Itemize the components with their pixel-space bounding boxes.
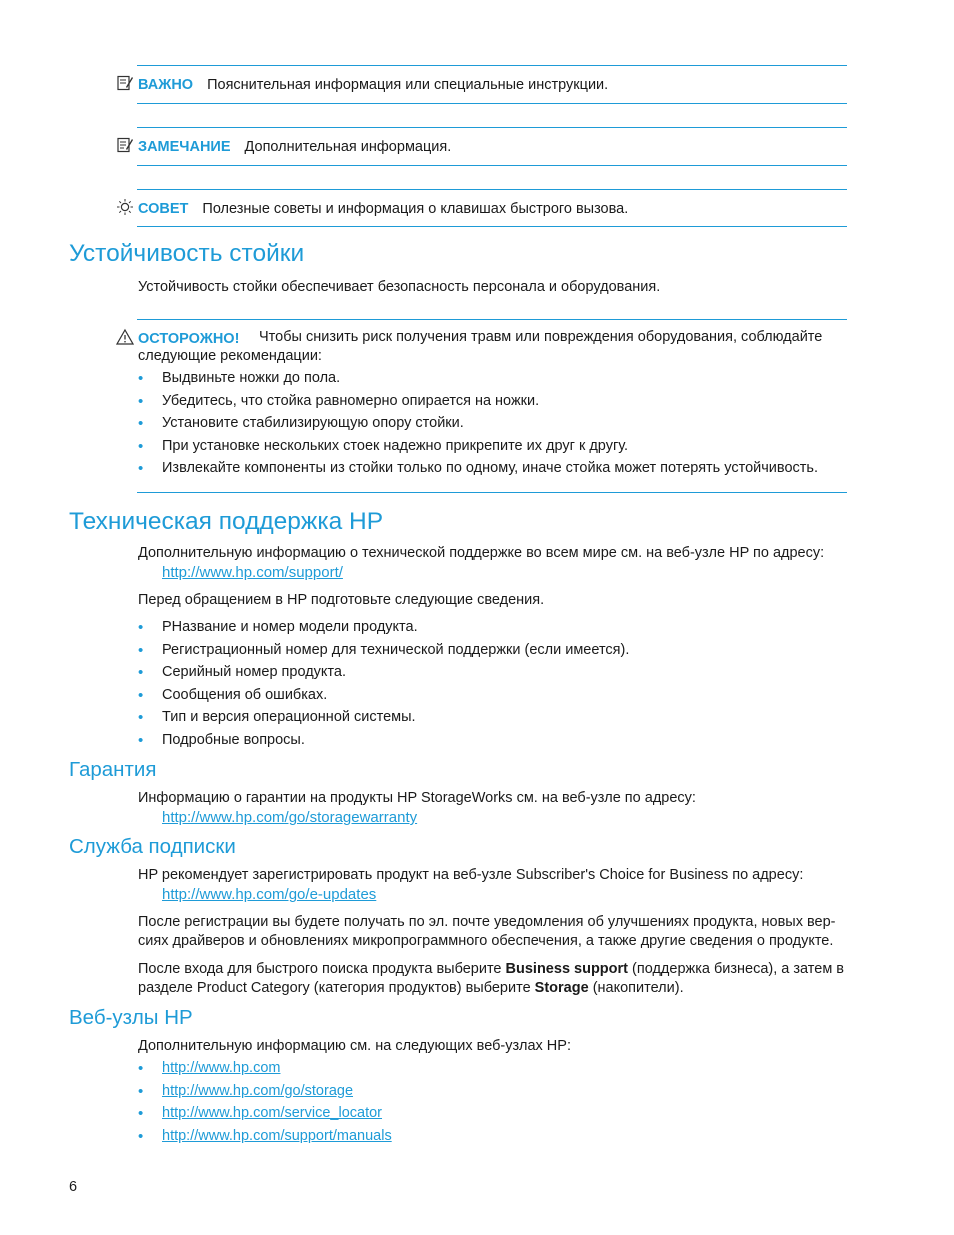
notice-rule — [137, 103, 847, 104]
notice-rule — [137, 65, 847, 66]
important-icon — [116, 74, 134, 92]
list-item: • Сообщения об ошибках. — [138, 686, 850, 709]
website-link[interactable]: http://www.hp.com/go/storage — [162, 1082, 354, 1099]
support-list — [138, 618, 850, 753]
note-text: Дополнительная информация. — [244, 139, 452, 155]
stability-heading: Устойчивость стойки — [69, 240, 305, 267]
tip-notice — [116, 198, 851, 219]
list-item: • Регистрационный номер для технической поддержки (если имеется). — [138, 641, 850, 664]
text-run: После входа для быстрого поиска продукта выберите — [138, 961, 506, 977]
list-item — [138, 1059, 850, 1082]
note-notice — [116, 136, 851, 157]
caution-text: Чтобы снизить риск получения травм или повреждения оборудования, соблюдайте следующие рекомендации: — [138, 329, 823, 364]
text-run: (накопители). — [588, 980, 684, 996]
list-item — [138, 1104, 850, 1127]
notice-rule — [137, 226, 847, 227]
tip-label: СОВЕТ — [138, 201, 189, 217]
lightbulb-icon — [116, 198, 134, 216]
website-link[interactable]: http://www.hp.com — [162, 1060, 281, 1076]
page-number: 6 — [69, 1179, 78, 1195]
list-item: • Установите стабилизирующую опору стойки. — [138, 414, 850, 437]
website-link[interactable]: http://www.hp.com/support/manuals — [162, 1127, 392, 1144]
tip-text: Полезные советы и информация о клавишах быстрого вызова. — [202, 201, 629, 217]
warranty-heading: Гарантия — [69, 758, 157, 781]
stability-list — [138, 369, 850, 482]
support-heading: Техническая поддержка HP — [69, 508, 384, 535]
caution-label: ОСТОРОЖНО! — [138, 331, 240, 347]
subscription-link[interactable]: http://www.hp.com/go/e-updates — [162, 886, 377, 903]
important-text: Пояснительная информация или специальные инструкции. — [207, 77, 609, 93]
list-item: • Серийный номер продукта. — [138, 663, 850, 686]
support-before: Перед обращением в HP подготовьте следующие сведения. — [138, 592, 545, 608]
warranty-text: Информацию о гарантии на продукты HP StorageWorks см. на веб-узле по адресу: — [138, 790, 696, 806]
warning-triangle-icon — [116, 328, 134, 346]
list-item: • Выдвиньте ножки до пола. — [138, 369, 850, 392]
list-item — [138, 1127, 850, 1150]
website-link[interactable]: http://www.hp.com/service_locator — [162, 1105, 383, 1121]
business-support-term: Business support — [505, 961, 628, 977]
support-link[interactable]: http://www.hp.com/support/ — [162, 564, 343, 581]
websites-heading: Веб-узлы HP — [69, 1006, 193, 1029]
important-label: ВАЖНО — [138, 77, 194, 93]
support-intro: Дополнительную информацию о технической поддержке во всем мире см. на веб-узле HP по адресу: — [138, 545, 825, 561]
note-label: ЗАМЕЧАНИЕ — [138, 139, 231, 155]
subscription-after-reg: После регистрации вы будете получать по эл. почте уведомления об улучшениях продукта, новых вер- сиях драйверов и обновлениях микропрограммного обеспечения, а также другие сведения о продукте. — [138, 914, 836, 949]
list-item: • Извлекайте компоненты из стойки только по одному, иначе стойка может потерять устойчивость. — [138, 459, 850, 482]
caution-rule — [137, 319, 847, 320]
list-item: • Тип и версия операционной системы. — [138, 708, 850, 731]
subscription-text: HP рекомендует зарегистрировать продукт на веб-узле Subscriber's Choice for Business по адресу: — [138, 867, 804, 883]
warranty-link[interactable]: http://www.hp.com/go/storagewarranty — [162, 809, 418, 826]
list-item: • При установке нескольких стоек надежно прикрепите их друг к другу. — [138, 437, 850, 460]
subscription-login — [138, 960, 850, 998]
important-notice — [116, 74, 851, 95]
notice-rule — [137, 165, 847, 166]
subscription-heading: Служба подписки — [69, 835, 236, 858]
list-item: • Убедитесь, что стойка равномерно опирается на ножки. — [138, 392, 850, 415]
note-icon — [116, 136, 134, 154]
websites-intro: Дополнительную информацию см. на следующих веб-узлах HP: — [138, 1038, 571, 1054]
stability-intro: Устойчивость стойки обеспечивает безопасность персонала и оборудования. — [138, 279, 661, 295]
storage-term: Storage — [534, 980, 589, 996]
list-item: • Подробные вопросы. — [138, 731, 850, 754]
list-item — [138, 1082, 850, 1105]
text-run: (поддержка бизнеса), а затем в разделе Product Category (категория продуктов) выберите — [138, 961, 845, 996]
caution-rule — [137, 492, 847, 493]
notice-rule — [137, 127, 847, 128]
notice-rule — [137, 189, 847, 190]
list-item: • PНазвание и номер модели продукта. — [138, 618, 850, 641]
websites-list — [138, 1059, 850, 1149]
